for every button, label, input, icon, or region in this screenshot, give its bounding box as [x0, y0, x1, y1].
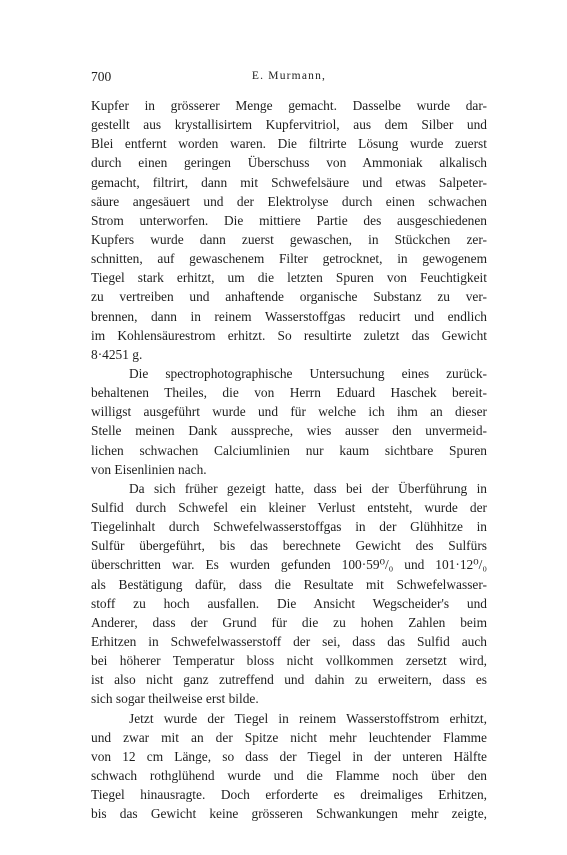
- text-line: Da sich früher gezeigt hatte, dass bei der Überführung in: [129, 480, 487, 496]
- text-line: schwach rothglühend wurde und die Flamme noch über den: [91, 767, 487, 783]
- page-number: 700: [91, 69, 112, 84]
- text-line: Tiegel stark erhitzt, um die letzten Spuren von Feuchtigkeit: [91, 270, 487, 286]
- text-line: bis das Gewicht keine grösseren Schwankungen mehr zeigte,: [91, 806, 487, 822]
- text-line: Stelle meinen Dank ausspreche, wies ausser den unvermeid-: [91, 423, 487, 439]
- text-line: Tiegel hinausragte. Doch erforderte es dreimaliges Erhitzen,: [91, 787, 487, 803]
- text-line: Sulfid durch Schwefel ein kleiner Verlust entsteht, wurde der: [91, 499, 487, 515]
- text-line: von 12 cm Länge, so dass der Tiegel in der unteren Hälfte: [91, 748, 487, 764]
- text-line: Sulfür übergeführt, bis das berechnete Gewicht des Sulfürs: [91, 538, 487, 554]
- text-line: Erhitzen in Schwefelwasserstoff der sei, dass das Sulfid auch: [91, 633, 487, 649]
- text-line: Blei entfernt worden waren. Die filtrirte Lösung wurde zuerst: [91, 136, 487, 152]
- text-line: brennen, dann in reinem Wasserstoffgas reducirt und endlich: [91, 308, 487, 324]
- text-line: säure angesäuert und der Elektrolyse durch einen schwachen: [91, 193, 487, 209]
- text-line: bei höherer Temperatur bloss nicht vollkommen zersetzt wird,: [91, 653, 487, 669]
- text-line: lichen schwachen Calciumlinien nur kaum sichtbare Spuren: [91, 442, 487, 458]
- text-line: von Eisenlinien nach.: [91, 461, 207, 477]
- text-line: durch einen geringen Überschuss von Ammoniak alkalisch: [91, 155, 487, 171]
- text-line: überschritten war. Es wurden gefunden 100·59⁰/₀ und 101·12⁰/₀: [91, 557, 487, 573]
- text-line: gestellt aus krystallisirtem Kupfervitriol, aus dem Silber und: [91, 117, 487, 133]
- text-line: schnitten, auf gewaschenem Filter getrocknet, in gewogenem: [91, 251, 487, 267]
- text-line: Die spectrophotographische Untersuchung eines zurück-: [129, 365, 487, 381]
- text-line: Jetzt wurde der Tiegel in reinem Wasserstoffstrom erhitzt,: [129, 710, 487, 726]
- body-text: [91, 96, 487, 823]
- text-line: ist also nicht ganz zutreffend und dahin zu erweitern, dass es: [91, 672, 487, 688]
- text-line: Kupfers wurde dann zuerst gewaschen, in Stückchen zer-: [91, 231, 487, 247]
- page-header: [91, 69, 487, 89]
- text-line: gemacht, filtrirt, dann mit Schwefelsäure und etwas Salpeter-: [91, 174, 487, 190]
- text-line: als Bestätigung dafür, dass die Resultate mit Schwefelwasser-: [91, 576, 487, 592]
- text-line: im Kohlensäurestrom erhitzt. So resultirte zuletzt das Gewicht: [91, 327, 487, 343]
- running-head: E. Murmann,: [251, 70, 327, 82]
- text-line: Tiegelinhalt durch Schwefelwasserstoffgas in der Glühhitze in: [91, 519, 487, 535]
- text-line: stoff zu hoch ausfallen. Die Ansicht Wegscheider's und: [91, 595, 487, 611]
- text-line: 8·4251 g.: [91, 346, 143, 362]
- text-line: und zwar mit an der Spitze nicht mehr leuchtender Flamme: [91, 729, 487, 745]
- text-line: Anderer, dass der Grund für die zu hohen Zahlen beim: [91, 614, 487, 630]
- text-line: willigst ausgeführt wurde und für welche ich ihm an dieser: [91, 404, 487, 420]
- text-line: Kupfer in grösserer Menge gemacht. Dasselbe wurde dar-: [91, 98, 487, 113]
- text-line: behaltenen Theiles, die von Herrn Eduard Haschek bereit-: [91, 385, 487, 401]
- text-line: zu vertreiben und anhaftende organische Substanz zu ver-: [91, 289, 487, 305]
- text-line: Strom unterworfen. Die mittiere Partie des ausgeschiedenen: [91, 212, 487, 228]
- text-line: sich sogar theilweise erst bilde.: [91, 691, 259, 707]
